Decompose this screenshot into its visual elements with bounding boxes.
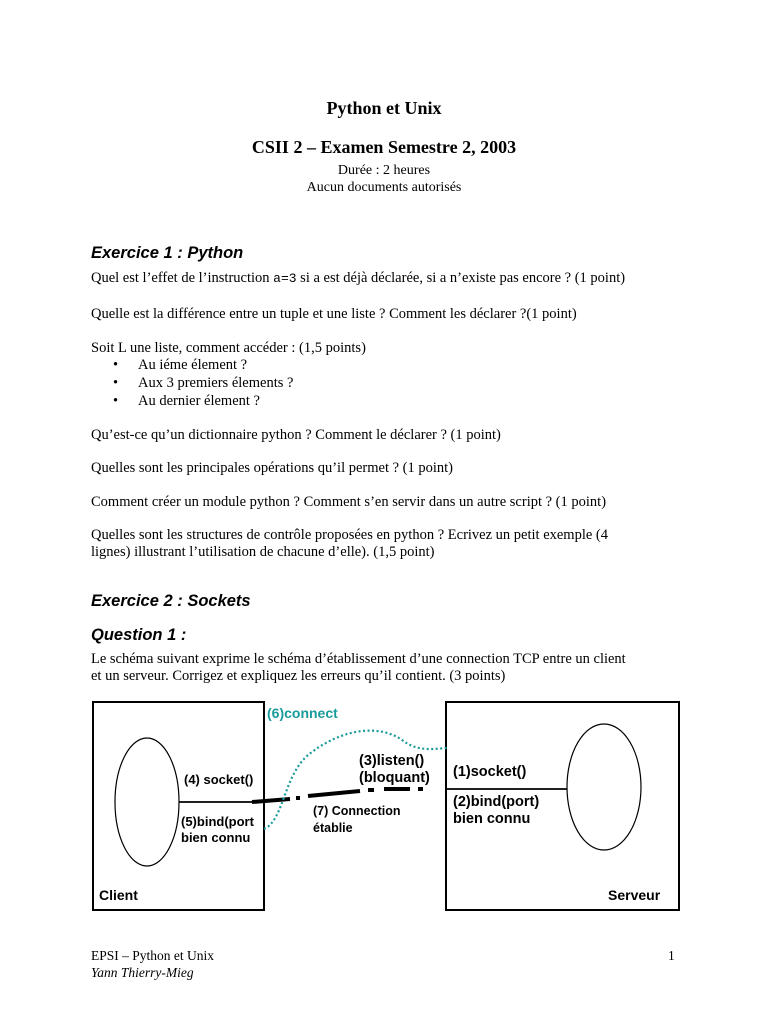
duration-text: Durée : 2 heures: [337, 163, 431, 178]
footer-author: Yann Thierry-Mieg: [91, 965, 194, 980]
server-bind-label-2: bien connu: [453, 811, 531, 827]
question-2: Quelle est la différence entre un tuple et une liste ? Comment les déclarer ?(1 point): [91, 306, 577, 322]
listen-label-2: (bloquant): [359, 770, 430, 786]
intro-line-1: Le schéma suivant exprime le schéma d’établissement d’une connection TCP entre un client: [91, 651, 626, 667]
page-title: Python et Unix: [326, 98, 442, 118]
server-bind-label-1: (2)bind(port): [453, 794, 540, 810]
docs-text: Aucun documents autorisés: [306, 180, 462, 195]
question-6: Comment créer un module python ? Comment s’en servir dans un autre script ? (1 point): [91, 494, 607, 510]
question-5: Quelles sont les principales opérations qu’il permet ? (1 point): [91, 460, 454, 476]
list-item: • Au iéme élement ?: [113, 357, 293, 375]
client-bind-label-1: (5)bind(port: [181, 814, 254, 829]
connect-label: (6)connect: [267, 705, 338, 721]
question-1-heading: Question 1 :: [91, 626, 187, 644]
question-3: Soit L une liste, comment accéder : (1,5 points): [91, 340, 366, 356]
client-bind-label-2: bien connu: [181, 830, 251, 845]
question-7-line-2: lignes) illustrant l’utilisation de chacune d’elle). (1,5 point): [91, 544, 435, 560]
page-subtitle: CSII 2 – Examen Semestre 2, 2003: [251, 137, 517, 157]
listen-label-1: (3)listen(): [359, 753, 425, 769]
intro-line-2: et un serveur. Corrigez et expliquez les erreurs qu’il contient. (3 points): [91, 668, 506, 684]
question-4: Qu’est-ce qu’un dictionnaire python ? Comment le déclarer ? (1 point): [91, 427, 501, 443]
connection-segment: [308, 791, 360, 796]
server-label: Serveur: [608, 887, 661, 903]
question-7-line-1: Quelles sont les structures de contrôle proposées en python ? Ecrivez un petit exemple (4: [91, 527, 609, 543]
page-number: 1: [668, 948, 675, 963]
client-label: Client: [99, 887, 138, 903]
exercise-2-heading: Exercice 2 : Sockets: [91, 592, 251, 610]
server-ellipse: [567, 724, 641, 850]
client-ellipse: [115, 738, 179, 866]
exercise-1-heading: Exercice 1 : Python: [91, 244, 244, 262]
question-1-code: a=3: [273, 271, 297, 286]
question-1-post: si a est déjà déclarée, si a n’existe pas encore ? (1 point): [296, 270, 626, 286]
list-item: • Au dernier élement ?: [113, 393, 293, 411]
established-label-1: (7) Connection: [313, 804, 401, 818]
footer-course: EPSI – Python et Unix: [91, 948, 215, 963]
list-item: • Aux 3 premiers élements ?: [113, 375, 293, 393]
client-socket-label: (4) socket(): [184, 772, 254, 787]
question-1-pre: Quel est l’effet de l’instruction: [91, 270, 274, 286]
server-socket-label: (1)socket(): [453, 764, 527, 780]
established-label-2: établie: [313, 821, 353, 835]
